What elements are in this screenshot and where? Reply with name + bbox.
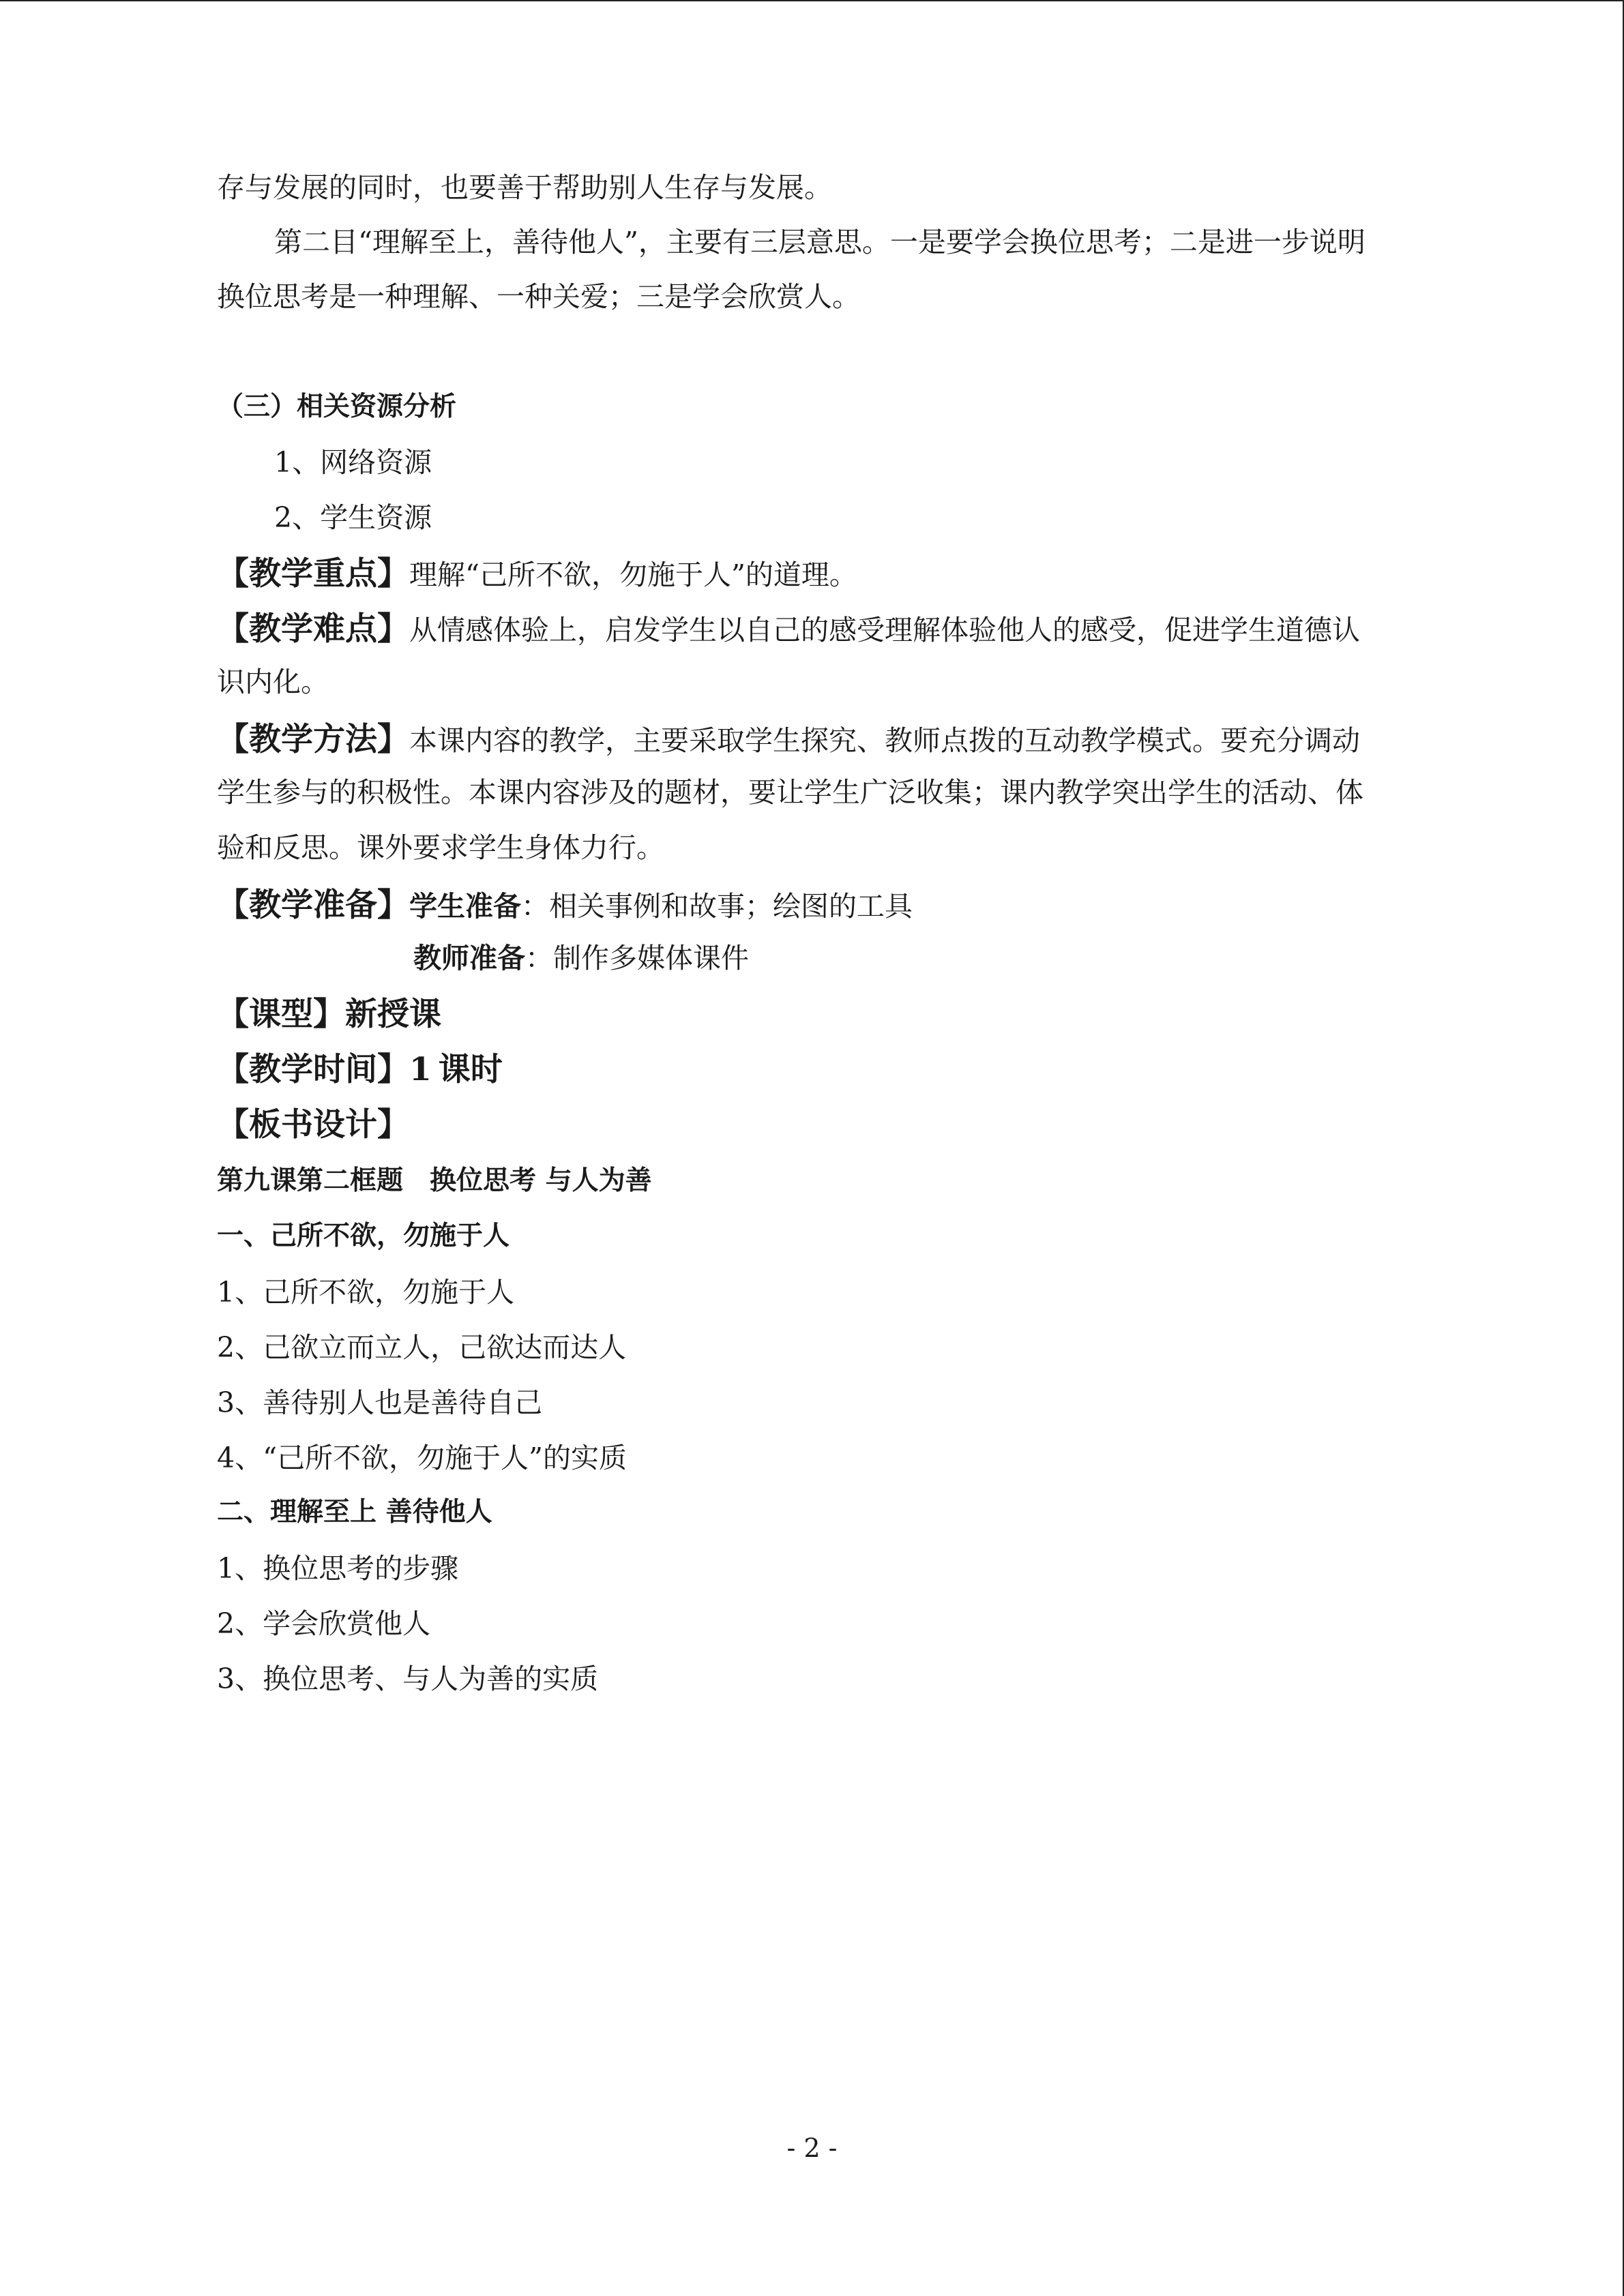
teaching-method: [217, 714, 1360, 760]
board-part1-item: 2、己欲立而立人，己欲达而达人: [217, 1331, 627, 1364]
page-number: - 2 -: [786, 2133, 838, 2163]
resource-item-students: 2、学生资源: [274, 501, 432, 534]
board-design-label: 【板书设计】: [217, 1106, 409, 1144]
time-label: 【教学时间】: [217, 1051, 409, 1088]
paragraph-second-item-line1: 第二目“理解至上，善待他人”，主要有三层意思。一是要学会换位思考；二是进一步说明: [274, 226, 1365, 258]
teaching-preparation: [217, 880, 913, 925]
method-text-line1: 本课内容的教学，主要采取学生探究、教师点拨的互动教学模式。要充分调动: [409, 724, 1360, 757]
board-title: 第九课第二框题 换位思考 与人为善: [217, 1165, 652, 1196]
preparation-label: 【教学准备】: [217, 886, 409, 924]
paragraph-continuation: 存与发展的同时，也要善于帮助别人生存与发展。: [217, 171, 832, 204]
difficulty-label: 【教学难点】: [217, 610, 409, 648]
student-prep-label: 学生准备: [409, 890, 521, 923]
board-part2-item: 1、换位思考的步骤: [217, 1552, 459, 1585]
method-text-line2: 学生参与的积极性。本课内容涉及的题材，要让学生广泛收集；课内教学突出学生的活动、体: [217, 776, 1363, 809]
difficulty-text-line2: 识内化。: [217, 666, 329, 698]
resource-item-network: 1、网络资源: [274, 446, 432, 479]
board-part1-item: 4、“己所不欲，勿施于人”的实质: [217, 1442, 628, 1474]
teaching-difficulty: [217, 603, 1360, 649]
board-part2-item: 3、换位思考、与人为善的实质: [217, 1663, 599, 1695]
teacher-prep-label: 教师准备: [413, 942, 525, 974]
teacher-preparation: [413, 936, 749, 976]
time-value: 1: [409, 1051, 432, 1088]
teacher-prep-text: ：制作多媒体课件: [525, 942, 749, 974]
difficulty-text-line1: 从情感体验上，启发学生以自己的感受理解体验他人的感受，促进学生道德认: [409, 614, 1360, 646]
board-part1-title: 一、己所不欲，勿施于人: [217, 1221, 510, 1251]
section-title-resources: （三）相关资源分析: [217, 391, 457, 422]
time-unit: 课时: [438, 1051, 503, 1088]
teaching-key-point: [217, 548, 857, 594]
board-part2-title: 二、理解至上 善待他人: [217, 1497, 492, 1527]
key-point-text: 理解“己所不欲，勿施于人”的道理。: [409, 558, 857, 591]
board-part2-item: 2、学会欣赏他人: [217, 1607, 431, 1640]
teaching-time: [217, 1044, 503, 1090]
board-part1-item: 3、善待别人也是善待自己: [217, 1386, 543, 1419]
student-prep-text: ：相关事例和故事；绘图的工具: [521, 890, 913, 923]
paragraph-second-item-line2: 换位思考是一种理解、一种关爱；三是学会欣赏人。: [217, 280, 860, 313]
method-text-line3: 验和反思。课外要求学生身体力行。: [217, 831, 664, 864]
key-point-label: 【教学重点】: [217, 555, 409, 593]
method-label: 【教学方法】: [217, 721, 409, 758]
lesson-type: 【课型】新授课: [217, 996, 441, 1033]
board-part1-item: 1、己所不欲，勿施于人: [217, 1276, 515, 1309]
